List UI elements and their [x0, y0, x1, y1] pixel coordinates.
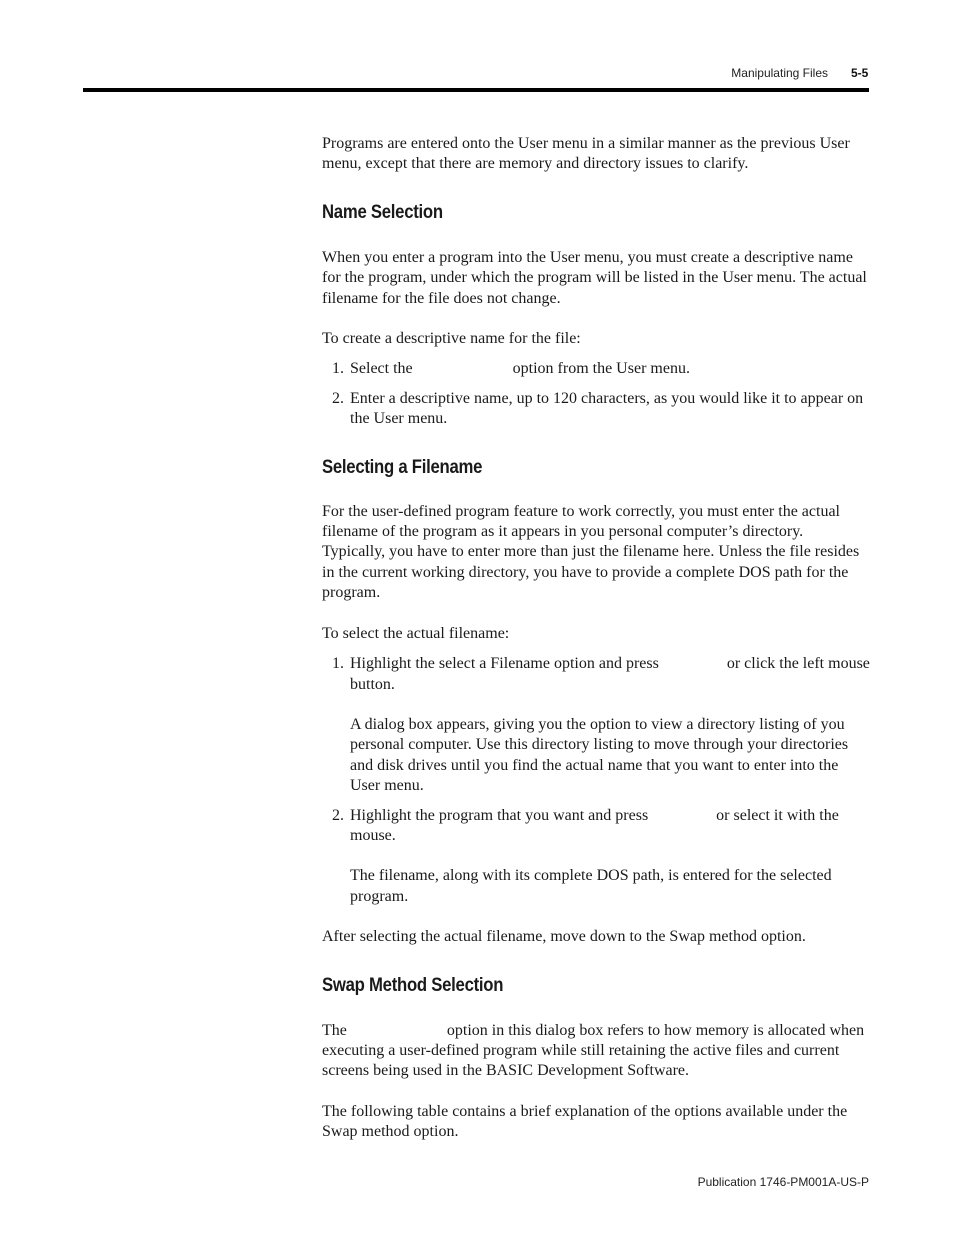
- list-item: [322, 359, 870, 379]
- step-number: 2.: [332, 806, 344, 824]
- heading-selecting-filename: Selecting a Filename: [322, 456, 483, 478]
- step-note: A dialog box appears, giving you the option to view a directory listing of you personal computer. Use this directory listing to move through your directories and disk drives until you find the actual name that you want to enter into the User menu.: [350, 715, 849, 795]
- heading-name-selection: Name Selection: [322, 201, 443, 223]
- publication-footer: Publication 1746-PM001A-US-P: [697, 1175, 869, 1189]
- step-text: or select it with the mouse.: [350, 806, 839, 844]
- selecting-filename-paragraph: For the user-defined program feature to work correctly, you must enter the actual filename of the program as it appears in you personal computer’s directory. Typically, you have to enter more than just the filename here. Unless the file resides in the current working directory, you have to provide a complete DOS path for the program.: [322, 502, 860, 602]
- heading-swap-method: Swap Method Selection: [322, 974, 504, 996]
- paragraph-text: option in this dialog box refers to how memory is allocated when executing a user-defined program while still retaining the active files and current screens being used in the BASIC Development Software.: [322, 1021, 865, 1080]
- page-body: [322, 134, 870, 1143]
- list-item: [322, 389, 870, 430]
- list-item: [322, 654, 870, 796]
- step-note: The filename, along with its complete DOS path, is entered for the selected program.: [350, 867, 832, 905]
- name-selection-paragraph: When you enter a program into the User menu, you must create a descriptive name for the program, under which the program will be listed in the User menu. The actual filename for the file does not change.: [322, 248, 867, 307]
- swap-method-paragraph-2: The following table contains a brief explanation of the options available under the Swap method option.: [322, 1102, 848, 1141]
- step-text: or click the left mouse button.: [350, 655, 870, 693]
- step-text: option from the User menu.: [512, 360, 690, 378]
- step-text: Select the: [350, 360, 413, 378]
- selecting-filename-closing: After selecting the actual filename, move down to the Swap method option.: [322, 928, 806, 946]
- step-number: 1.: [332, 655, 344, 673]
- name-selection-lead: To create a descriptive name for the file:: [322, 330, 581, 348]
- selecting-filename-steps: [322, 654, 870, 907]
- name-selection-steps: [322, 359, 870, 429]
- running-header-title: Manipulating Files: [731, 66, 828, 80]
- step-text: Highlight the select a Filename option and press: [350, 655, 659, 673]
- step-text: Enter a descriptive name, up to 120 characters, as you would like it to appear on the User menu.: [350, 389, 864, 428]
- page-number: 5-5: [851, 66, 869, 80]
- selecting-filename-lead: To select the actual filename:: [322, 624, 510, 642]
- intro-paragraph: Programs are entered onto the User menu in a similar manner as the previous User menu, except that there are memory and directory issues to clarify.: [322, 135, 850, 173]
- swap-method-paragraph: [322, 1021, 870, 1082]
- list-item: [322, 806, 870, 908]
- step-text: Highlight the program that you want and press: [350, 806, 649, 824]
- step-number: 2.: [332, 389, 344, 407]
- step-number: 1.: [332, 360, 344, 378]
- header-rule: [83, 88, 869, 92]
- paragraph-text: The: [322, 1021, 347, 1039]
